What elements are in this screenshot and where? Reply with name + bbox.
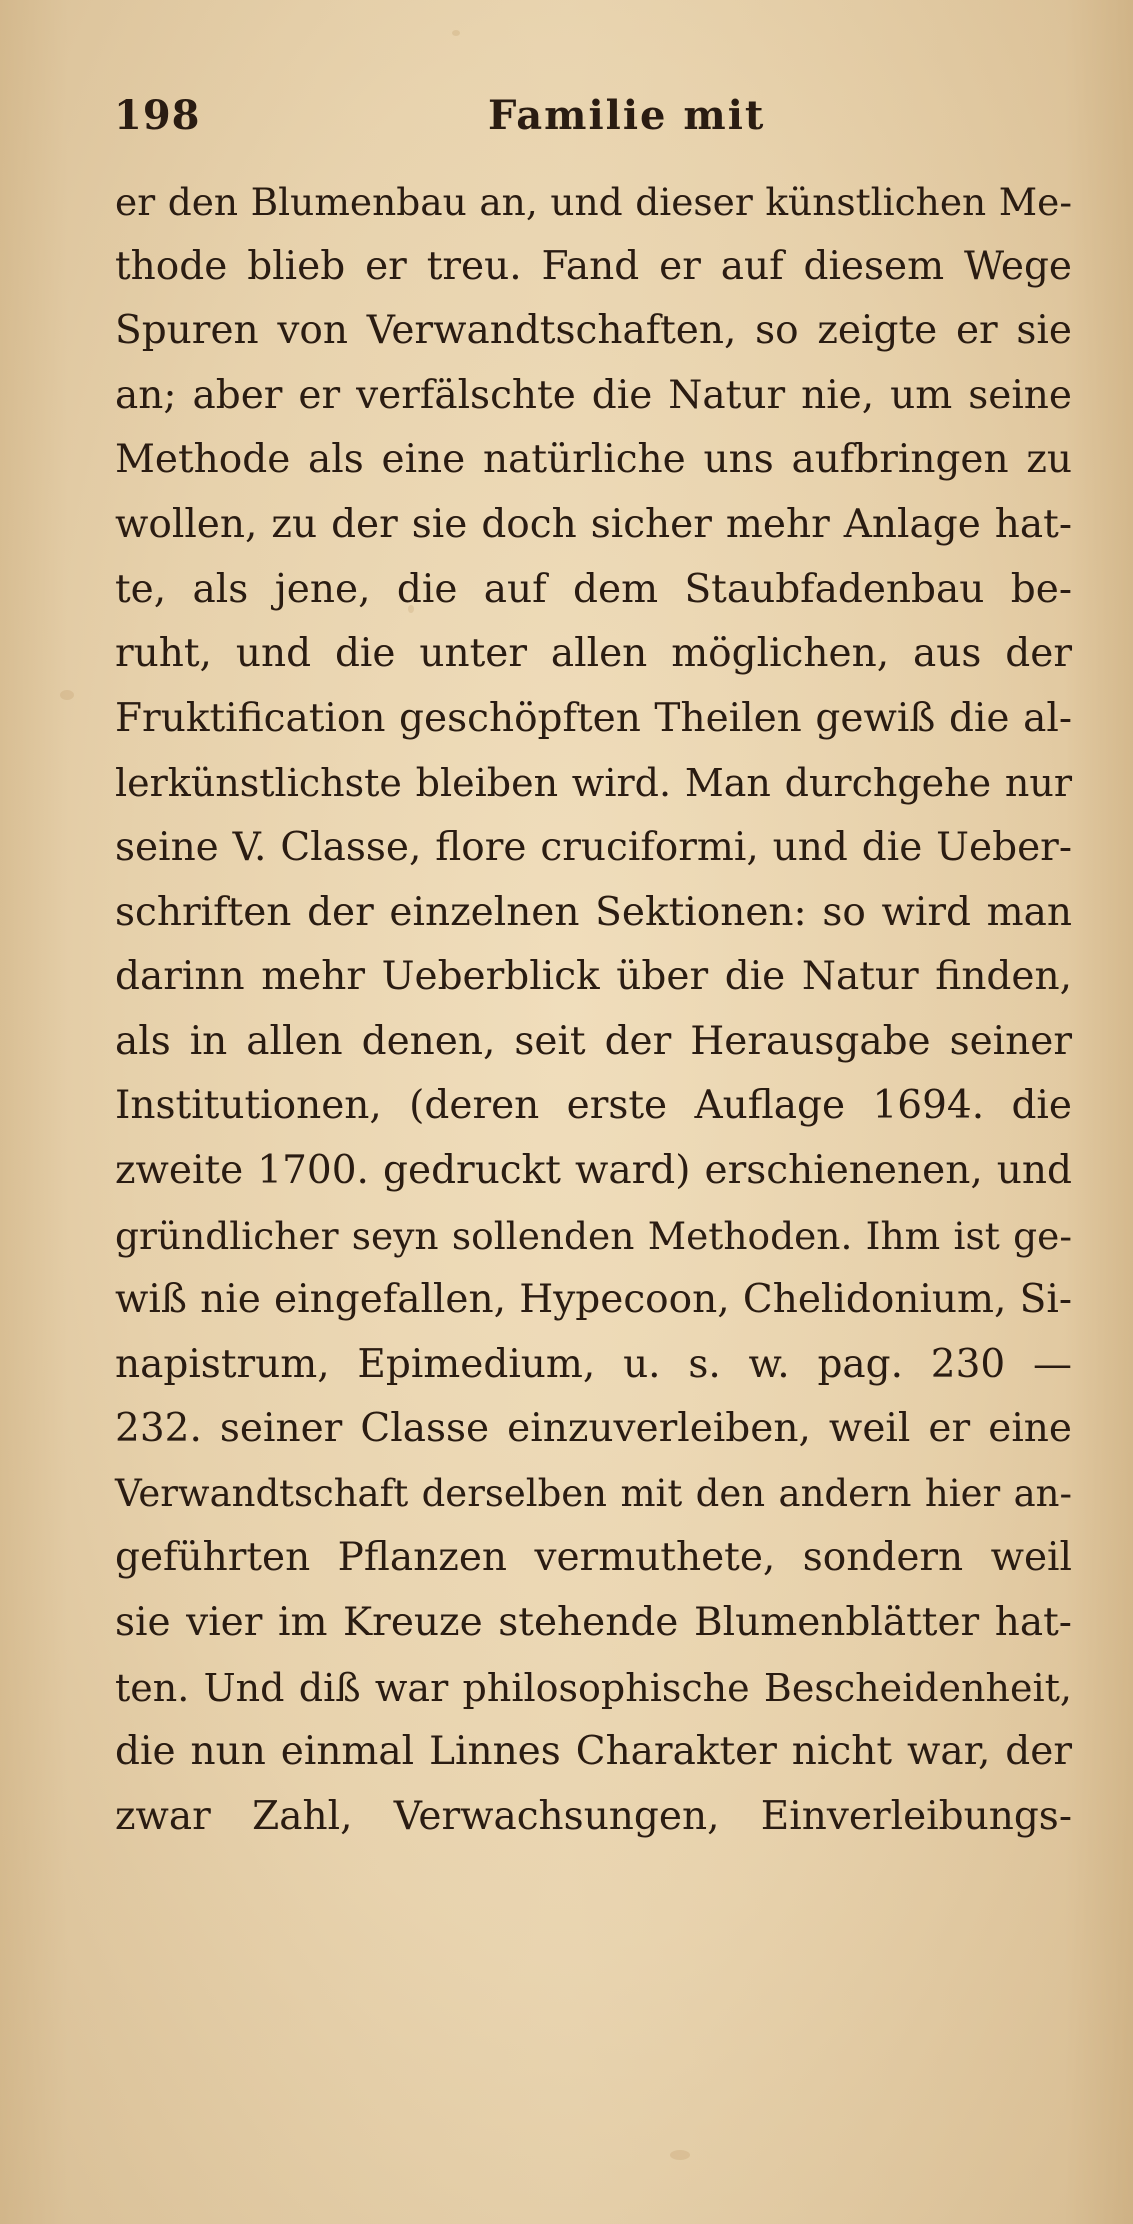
text-line: sie vier im Kreuze stehende Blumenblätter hat-: [115, 1600, 1072, 1646]
text-line: ten. Und diß war philosophische Bescheidenheit,: [115, 1665, 1072, 1710]
paper-stain: [670, 2150, 690, 2160]
text-line: thode blieb er treu. Fand er auf diesem Wege: [115, 243, 1072, 289]
text-line: er den Blumenbau an, und dieser künstlichen Me-: [115, 180, 1072, 224]
text-line: lerkünstlichste bleiben wird. Man durchgehe nur: [115, 761, 1072, 806]
page-number: 198: [114, 92, 201, 139]
text-line: 232. seiner Classe einzuverleiben, weil er eine: [115, 1406, 1072, 1452]
text-line: geführten Pflanzen vermuthete, sondern weil: [115, 1535, 1072, 1581]
text-line: Spuren von Verwandtschaften, so zeigte er sie: [115, 308, 1072, 354]
body-text: [115, 170, 1072, 1849]
text-line: Fruktification geschöpften Theilen gewiß die al-: [115, 695, 1072, 741]
paper-stain: [60, 690, 74, 700]
text-line: an; aber er verfälschte die Natur nie, um seine: [115, 372, 1072, 418]
text-line: Institutionen, (deren erste Auflage 1694. die: [115, 1083, 1072, 1129]
text-line: Verwandtschaft derselben mit den andern hier an-: [115, 1471, 1072, 1515]
page-header: [0, 92, 1133, 152]
text-line: seine V. Classe, flore cruciformi, und die Ueber-: [115, 824, 1072, 870]
text-line: Methode als eine natürliche uns aufbringen zu: [115, 437, 1072, 483]
text-line: ruht, und die unter allen möglichen, aus der: [115, 631, 1072, 677]
running-head: Familie mit: [488, 92, 766, 139]
text-line: napistrum, Epimedium, u. s. w. pag. 230 —: [115, 1341, 1072, 1387]
text-line: wollen, zu der sie doch sicher mehr Anlage hat-: [115, 501, 1072, 547]
paper-stain: [452, 30, 460, 36]
text-line: die nun einmal Linnes Charakter nicht war, der: [115, 1729, 1072, 1775]
text-line: zweite 1700. gedruckt ward) erschienenen, und: [115, 1147, 1072, 1193]
text-line: schriften der einzelnen Sektionen: so wird man: [115, 889, 1072, 935]
text-line: als in allen denen, seit der Herausgabe seiner: [115, 1018, 1072, 1064]
text-line: wiß nie eingefallen, Hypecoon, Chelidonium, Si-: [115, 1277, 1072, 1323]
text-line: darinn mehr Ueberblick über die Natur finden,: [115, 954, 1072, 1000]
text-line: te, als jene, die auf dem Staubfadenbau be-: [115, 566, 1072, 612]
text-line: zwar Zahl, Verwachsungen, Einverleibungs-: [115, 1793, 1072, 1839]
text-line: gründlicher seyn sollenden Methoden. Ihm ist ge-: [115, 1213, 1072, 1258]
